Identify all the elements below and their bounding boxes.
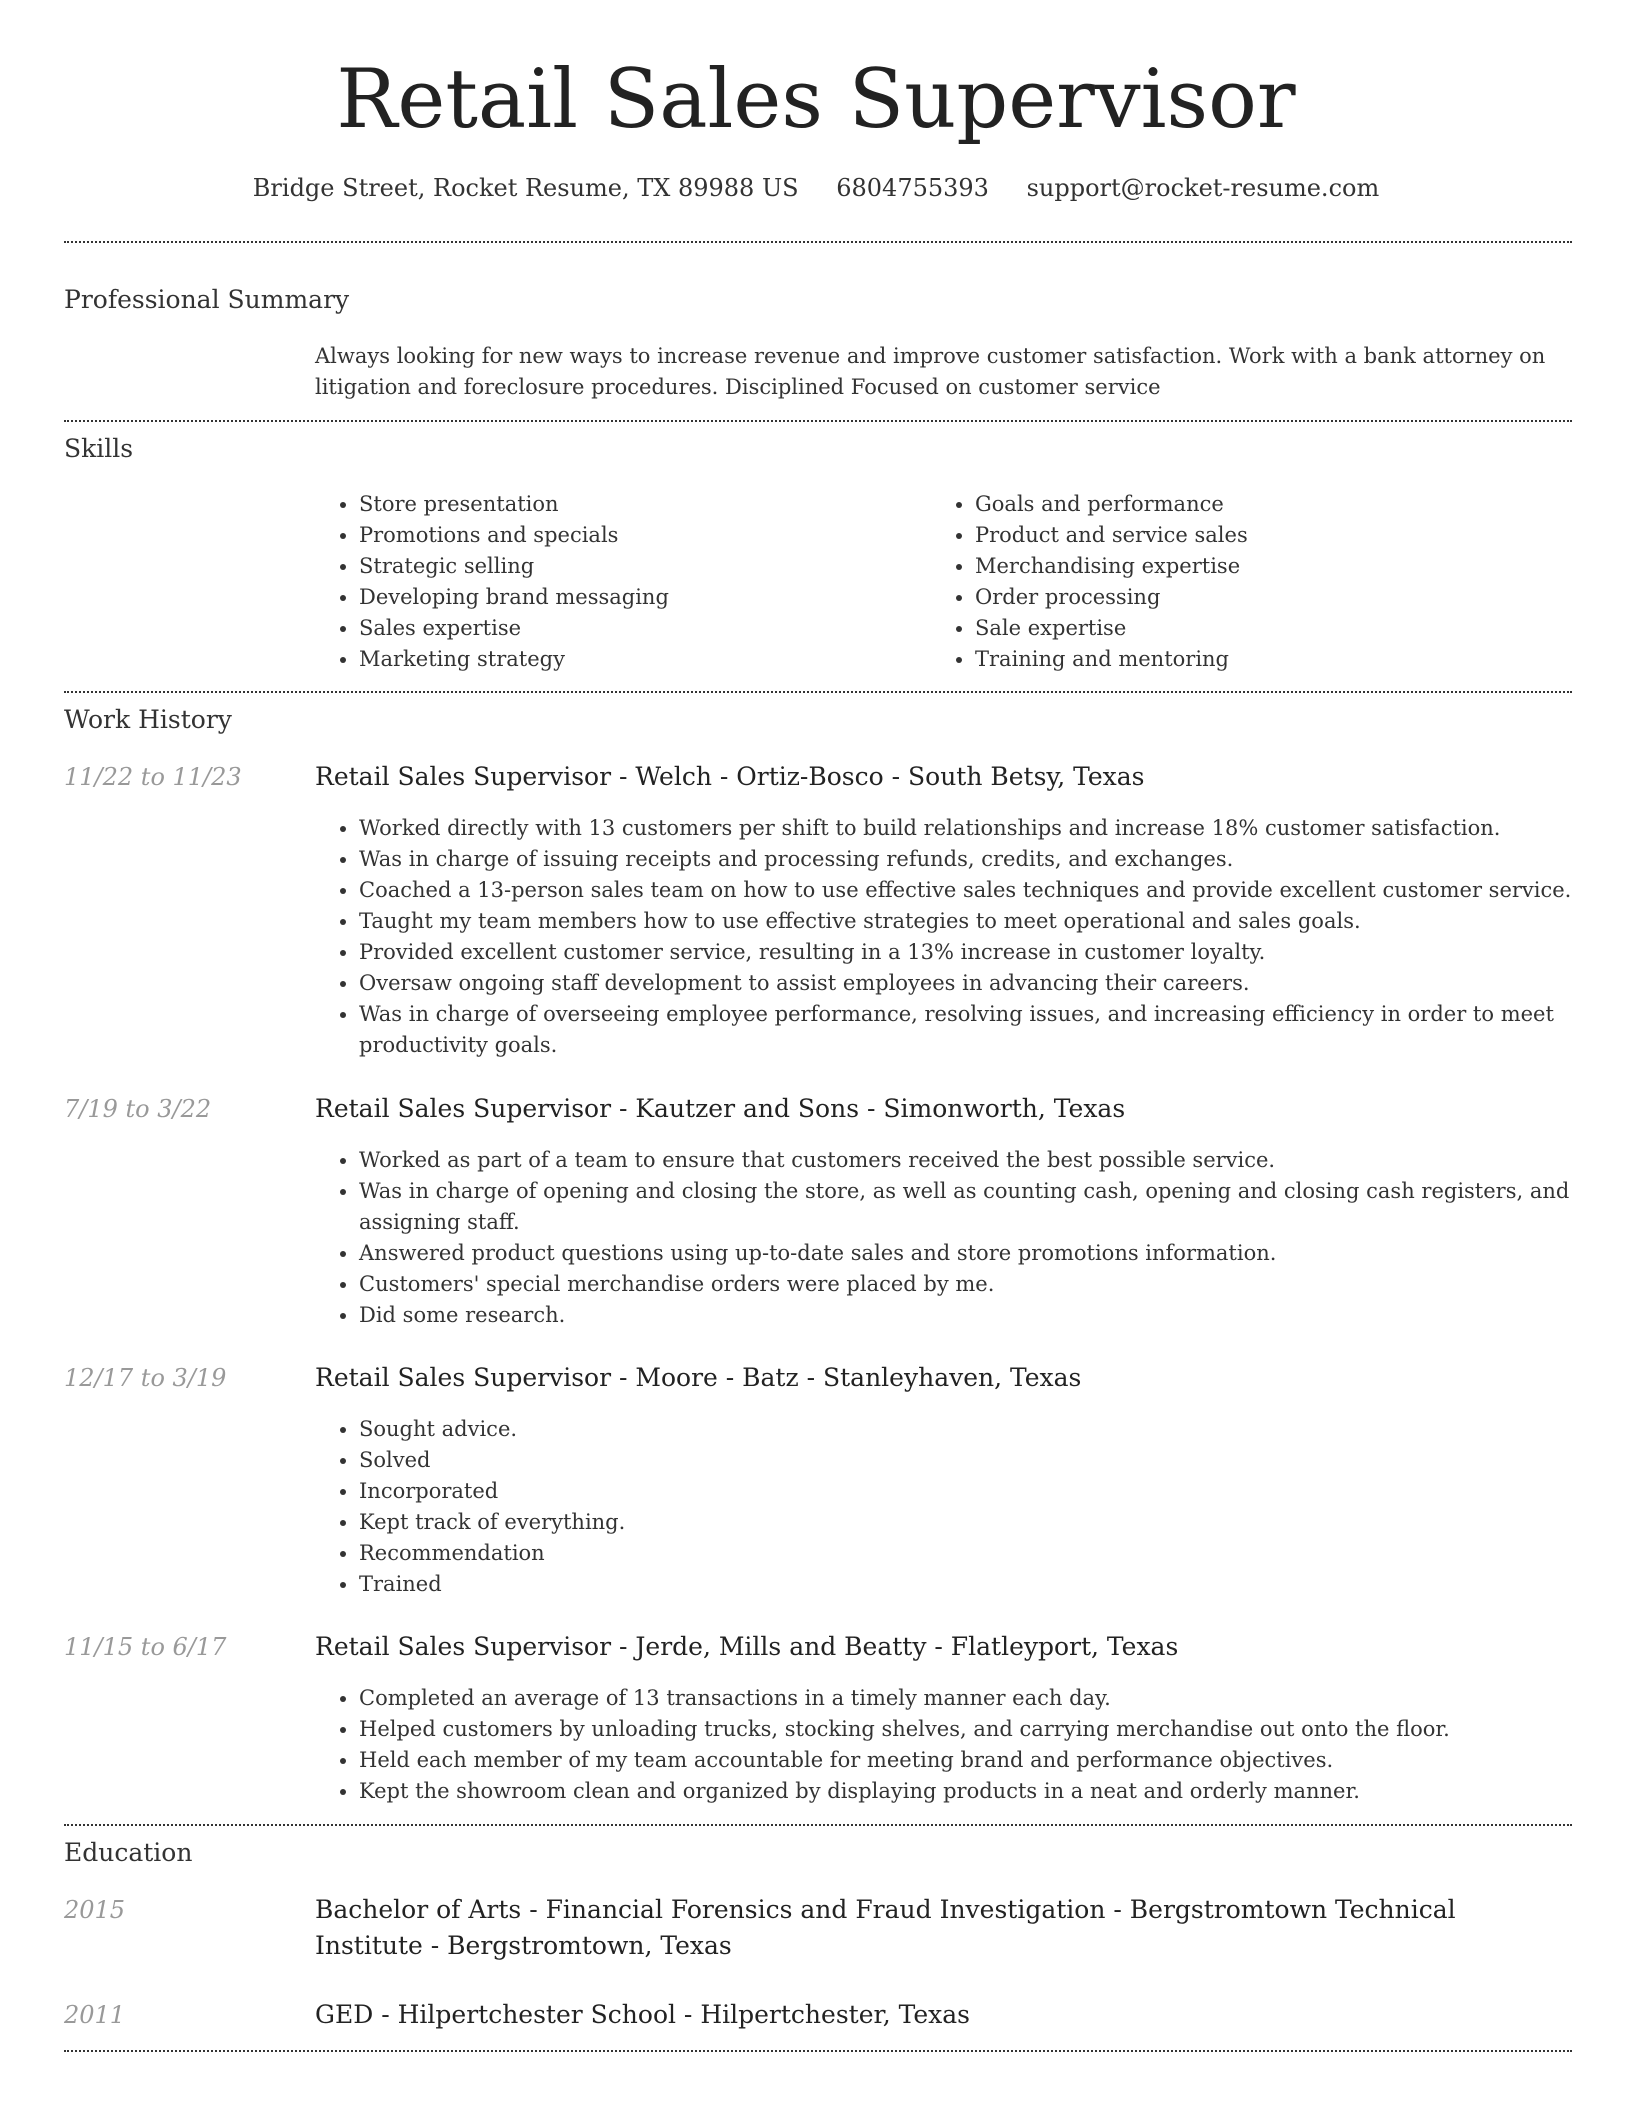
skill-item: • Order processing [975,582,1575,613]
job-bullet: • Incorporated [359,1476,1599,1507]
education-year: 2015 [64,1896,126,1924]
job-title: Retail Sales Supervisor - Kautzer and Sons - Simonworth, Texas [315,1094,1126,1123]
job-dates: 7/19 to 3/22 [64,1095,212,1123]
education-year: 2011 [64,2001,126,2029]
section-divider [64,420,1572,422]
skill-item: • Promotions and specials [359,520,919,551]
job-bullet: • Sought advice. [359,1414,1599,1445]
work-heading: Work History [64,705,232,734]
skill-item: • Developing brand messaging [359,582,919,613]
skill-item: • Goals and performance [975,489,1575,520]
skill-item: • Strategic selling [359,551,919,582]
contact-phone: 6804755393 [836,174,989,202]
section-divider [64,1824,1572,1826]
section-divider [64,691,1572,693]
summary-heading: Professional Summary [64,285,350,314]
job-bullet: • Provided excellent customer service, resulting in a 13% increase in customer loyalty. [359,937,1599,968]
summary-text: Always looking for new ways to increase revenue and improve customer satisfaction. Work with a bank attorney on litigation and foreclosure procedures. Disciplined Focused on customer service [315,344,1546,399]
skill-item: • Training and mentoring [975,644,1575,675]
skill-item: • Store presentation [359,489,919,520]
job-bullets [315,1414,1599,1600]
job-bullet: • Trained [359,1569,1599,1600]
section-divider [64,2050,1572,2052]
skills-list-left [315,489,919,675]
job-bullet: • Customers' special merchandise orders were placed by me. [359,1269,1599,1300]
education-entry: GED - Hilpertchester School - Hilpertchester, Texas [315,2000,970,2029]
job-bullet: • Coached a 13-person sales team on how to use effective sales techniques and provide excellent customer service. [359,875,1599,906]
job-dates: 11/22 to 11/23 [64,763,242,791]
job-title: Retail Sales Supervisor - Moore - Batz - Stanleyhaven, Texas [315,1363,1082,1392]
job-bullets [315,1145,1599,1331]
skill-item: • Marketing strategy [359,644,919,675]
job-bullet: • Helped customers by unloading trucks, stocking shelves, and carrying merchandise out onto the floor. [359,1714,1599,1745]
job-bullet: • Worked as part of a team to ensure that customers received the best possible service. [359,1145,1599,1176]
job-bullet: • Was in charge of overseeing employee performance, resolving issues, and increasing efficiency in order to meet productivity goals. [359,999,1599,1061]
contact-address: Bridge Street, Rocket Resume, TX 89988 US [252,174,799,202]
job-bullets [315,813,1599,1061]
job-bullet: • Taught my team members how to use effective strategies to meet operational and sales goals. [359,906,1599,937]
section-divider [64,241,1572,243]
job-bullet: • Held each member of my team accountable for meeting brand and performance objectives. [359,1745,1599,1776]
skill-item: • Product and service sales [975,520,1575,551]
education-entry: Bachelor of Arts - Financial Forensics and Fraud Investigation - Bergstromtown Technical Institute - Bergstromtown, Texas [315,1895,1456,1960]
job-dates: 12/17 to 3/19 [64,1364,227,1392]
contact-email: support@rocket-resume.com [1026,174,1380,202]
skills-list-right [931,489,1575,675]
job-bullet: • Answered product questions using up-to-date sales and store promotions information. [359,1238,1599,1269]
job-bullet: • Did some research. [359,1300,1599,1331]
job-dates: 11/15 to 6/17 [64,1633,227,1661]
job-bullet: • Completed an average of 13 transactions in a timely manner each day. [359,1683,1599,1714]
job-bullets [315,1683,1599,1807]
job-bullet: • Solved [359,1445,1599,1476]
job-bullet: • Was in charge of issuing receipts and processing refunds, credits, and exchanges. [359,844,1599,875]
skill-item: • Sales expertise [359,613,919,644]
job-bullet: • Recommendation [359,1538,1599,1569]
skill-item: • Merchandising expertise [975,551,1575,582]
job-bullet: • Kept the showroom clean and organized by displaying products in a neat and orderly manner. [359,1776,1599,1807]
job-bullet: • Worked directly with 13 customers per shift to build relationships and increase 18% customer satisfaction. [359,813,1599,844]
education-heading: Education [64,1838,193,1867]
job-title: Retail Sales Supervisor - Jerde, Mills and Beatty - Flatleyport, Texas [315,1632,1179,1661]
skill-item: • Sale expertise [975,613,1575,644]
skills-heading: Skills [64,434,134,463]
job-title: Retail Sales Supervisor - Welch - Ortiz-Bosco - South Betsy, Texas [315,762,1145,791]
job-bullet: • Oversaw ongoing staff development to assist employees in advancing their careers. [359,968,1599,999]
contact-line [0,172,1632,204]
resume-name: Retail Sales Supervisor [336,53,1296,147]
job-bullet: • Was in charge of opening and closing the store, as well as counting cash, opening and closing cash registers, and assigning staff. [359,1176,1599,1238]
job-bullet: • Kept track of everything. [359,1507,1599,1538]
